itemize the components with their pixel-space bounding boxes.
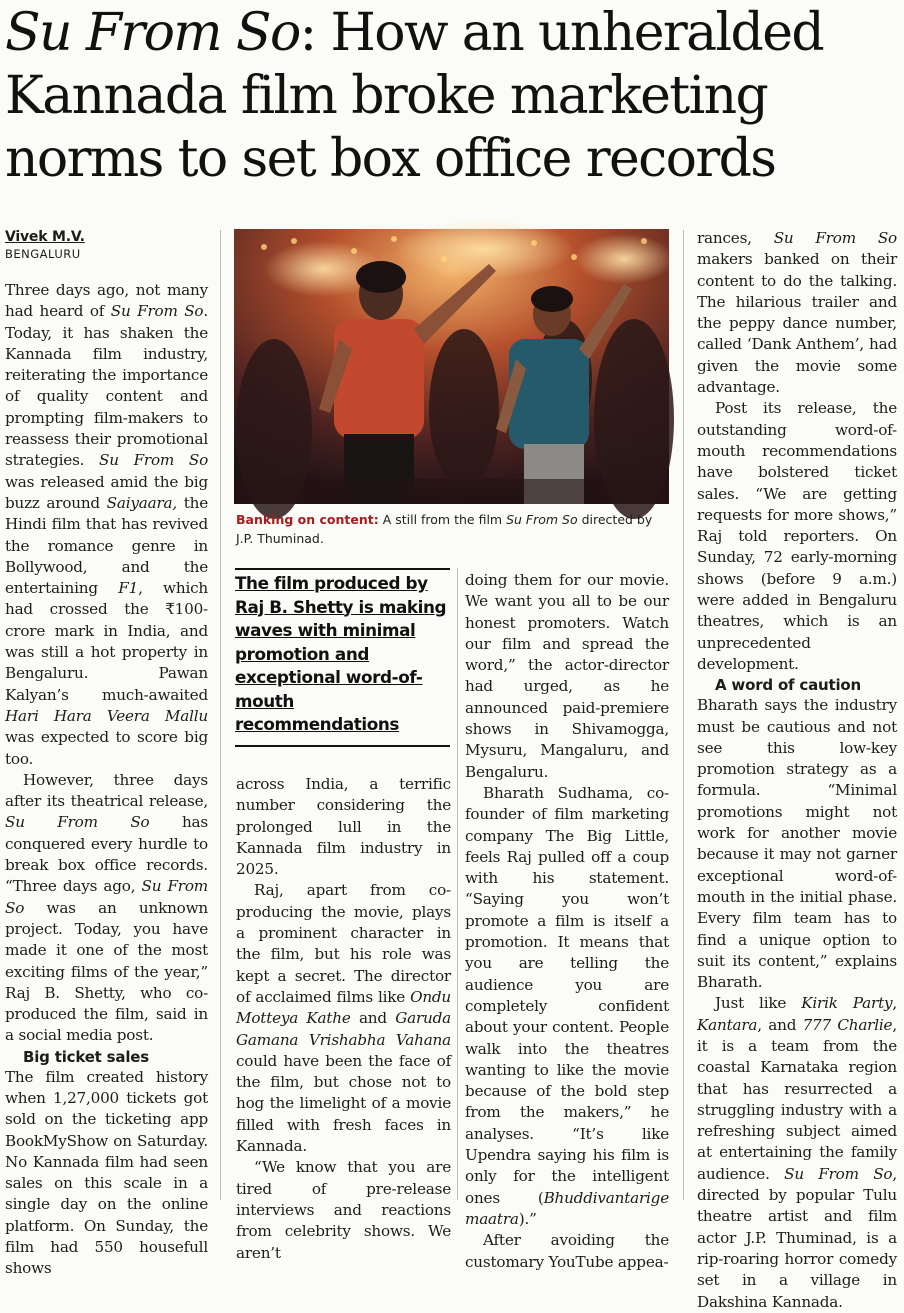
paragraph: Bharath Sudhama, co-founder of film marketing company The Big Little, feels Raj pulled off a coup with his statement. “Saying you won’t promote a film is itself a promotion. It means that you are telling the audience you are completely confident about your content. People walk into the theatres wanting to like the movie because of the bold step from the makers,” he analyses. “It’s like Upendra saying his film is only for the intelligent ones (Bhuddivantarige maatra).” bbox=[465, 783, 669, 1228]
paragraph: Three days ago, not many had heard of Su From So. Today, it has shaken the Kannada film industry, reiterating the importance of quality content and prompting film-makers to reassess their promotional strategies. Su From So was released amid the big buzz around Saiyaara, the Hindi film that has revived the romance genre in Bollywood, and the entertaining F1, which had crossed the ₹100-crore mark in India, and was still a hot property in Bengaluru. Pawan Kalyan’s much-awaited Hari Hara Veera Mallu was expected to score big too. bbox=[5, 281, 209, 768]
paragraph: rances, Su From So makers banked on their content to do the talking. The hilarious trailer and the peppy dance number, called ‘Dank Anthem’, had given the movie some advantage. bbox=[697, 229, 897, 397]
column-4 bbox=[697, 228, 897, 1313]
paragraph: across India, a terrific number considering the prolonged lull in the Kannada film industry in 2025. bbox=[236, 775, 451, 879]
subhead-word-of-caution: A word of caution bbox=[715, 676, 861, 695]
column-divider bbox=[683, 230, 684, 1200]
paragraph: The film created history when 1,27,000 tickets got sold on the ticketing app BookMyShow on Saturday. No Kannada film had seen sales on this scale in a single day on the online platform. On Sunday, the film had 550 housefull shows bbox=[5, 1067, 208, 1278]
pull-quote bbox=[235, 568, 450, 747]
photo-caption: Banking on content: A still from the film Su From So directed by J.P. Thuminad. bbox=[236, 512, 653, 546]
paragraph: Bharath says the industry must be cautious and not see this low-key promotion strategy as a formula. “Minimal promotions might not work for another movie because it may not garner exceptional word-of-mouth in the initial phase. Every film team has to find a unique option to suit its content,” explains Bharath. bbox=[697, 696, 897, 992]
caption-lead: Banking on content: bbox=[236, 512, 379, 527]
paragraph: Raj, apart from co-producing the movie, plays a prominent character in the film, but his role was kept a secret. The director of acclaimed films like Ondu Motteya Kathe and Garuda Gamana Vrishabha Vahana could have been the face of the film, but chose not to hog the limelight of a movie filled with fresh faces in Kannada. bbox=[236, 881, 451, 1156]
column-divider bbox=[220, 230, 221, 1200]
column-3 bbox=[465, 570, 669, 1273]
byline[interactable]: Vivek M.V. bbox=[5, 229, 85, 245]
paragraph: After avoiding the customary YouTube appea- bbox=[465, 1231, 669, 1271]
paragraph: doing them for our movie. We want you all to be our honest promoters. Watch our film and spread the word,” the actor-director had urged, as he announced paid-premiere shows in Shivamogga, Mysuru, Mangaluru, and Bengaluru. bbox=[465, 571, 669, 781]
paragraph: However, three days after its theatrical release, Su From So has conquered every hurdle to break box office records. “Three days ago, Su From So was an unknown project. Today, you have made it one of the most exciting films of the year,” Raj B. Shetty, who co-produced the film, said in a social media post. bbox=[5, 770, 208, 1045]
column-1 bbox=[5, 228, 208, 1280]
paragraph: Just like Kirik Party, Kantara, and 777 Charlie, it is a team from the coastal Karnataka region that has resurrected a struggling industry with a refreshing subject aimed at entertaining the family audience. Su From So, directed by popular Tulu theatre artist and film actor J.P. Thuminad, is a rip-roaring horror comedy set in a village in Dakshina Kannada. bbox=[697, 994, 898, 1311]
paragraph: “We know that you are tired of pre-release interviews and reactions from celebrity shows. We aren’t bbox=[236, 1158, 451, 1262]
dateline: BENGALURU bbox=[5, 247, 81, 261]
subhead-big-ticket-sales: Big ticket sales bbox=[23, 1047, 149, 1066]
headline-text: : How an unheralded Kannada film broke marketing norms to set box office records bbox=[5, 3, 824, 189]
film-still-image bbox=[234, 229, 669, 504]
column-2 bbox=[236, 774, 451, 1264]
pull-quote-text: The film produced by Raj B. Shetty is making waves with minimal promotion and exceptional word-of-mouth recommendations bbox=[235, 573, 447, 734]
paragraph: Post its release, the outstanding word-of-mouth recommendations have bolstered ticket sales. “We are getting requests for more shows,” Raj told reporters. On Sunday, 72 early-morning shows (before 9 a.m.) were added in Bengaluru theatres, which is an unprecedented development. bbox=[697, 399, 897, 673]
headline-film-title: Su From So bbox=[5, 3, 300, 63]
headline bbox=[5, 2, 899, 191]
column-divider bbox=[457, 568, 458, 1200]
film-still-photo bbox=[234, 229, 669, 504]
